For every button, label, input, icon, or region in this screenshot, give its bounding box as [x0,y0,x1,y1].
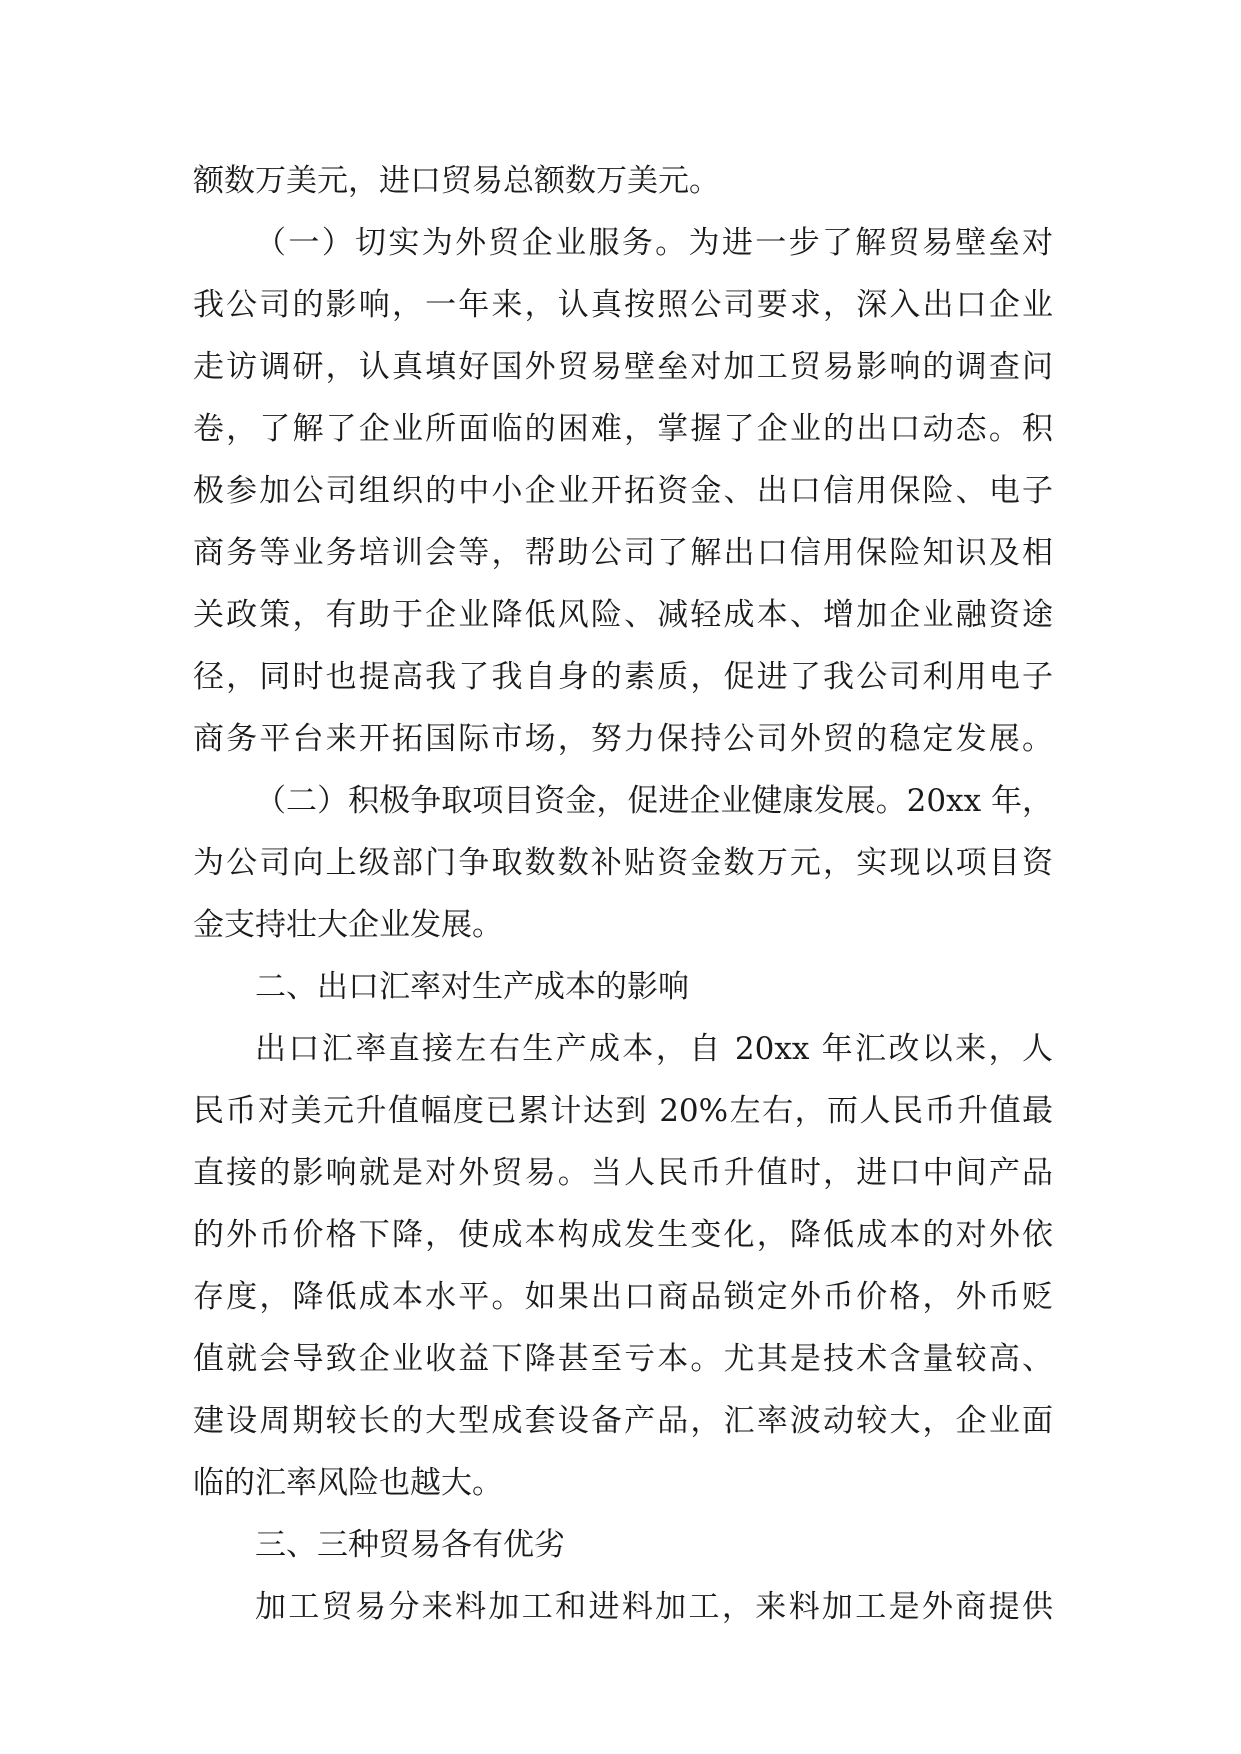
document-body [193,150,1053,1638]
text-line: 三、三种贸易各有优劣 [255,1527,565,1563]
text-line: 的外币价格下降，使成本构成发生变化，降低成本的对外依 [193,1217,1053,1253]
text-line: 走访调研，认真填好国外贸易壁垒对加工贸易影响的调查问 [193,349,1053,385]
text-line: 极参加公司组织的中小企业开拓资金、出口信用保险、电子 [193,473,1053,509]
text-line: 商务等业务培训会等，帮助公司了解出口信用保险知识及相 [193,535,1053,571]
text-line: （一）切实为外贸企业服务。为进一步了解贸易壁垒对 [255,225,1053,261]
text-line: 径，同时也提高我了我自身的素质，促进了我公司利用电子 [193,659,1053,695]
text-line: 民币对美元升值幅度已累计达到 20%左右，而人民币升值最 [193,1093,1053,1129]
text-line: 临的汇率风险也越大。 [193,1465,503,1501]
text-line: 出口汇率直接左右生产成本，自 20xx 年汇改以来，人 [255,1031,1053,1067]
text-line: 建设周期较长的大型成套设备产品，汇率波动较大，企业面 [193,1403,1053,1439]
text-line: 值就会导致企业收益下降甚至亏本。尤其是技术含量较高、 [193,1341,1053,1377]
text-line: 我公司的影响，一年来，认真按照公司要求，深入出口企业 [193,287,1053,323]
text-line: 加工贸易分来料加工和进料加工，来料加工是外商提供 [255,1589,1053,1625]
text-line: （二）积极争取项目资金，促进企业健康发展。20xx 年， [255,783,1053,819]
text-line: 为公司向上级部门争取数数补贴资金数万元，实现以项目资 [193,845,1053,881]
text-line: 卷，了解了企业所面临的困难，掌握了企业的出口动态。积 [193,411,1053,447]
text-line: 直接的影响就是对外贸易。当人民币升值时，进口中间产品 [193,1155,1053,1191]
text-line: 商务平台来开拓国际市场，努力保持公司外贸的稳定发展。 [193,721,1053,757]
text-line: 二、出口汇率对生产成本的影响 [255,969,689,1005]
text-line: 存度，降低成本水平。如果出口商品锁定外币价格，外币贬 [193,1279,1053,1315]
text-line: 关政策，有助于企业降低风险、减轻成本、增加企业融资途 [193,597,1053,633]
text-line: 额数万美元，进口贸易总额数万美元。 [193,163,720,199]
text-line: 金支持壮大企业发展。 [193,907,503,943]
